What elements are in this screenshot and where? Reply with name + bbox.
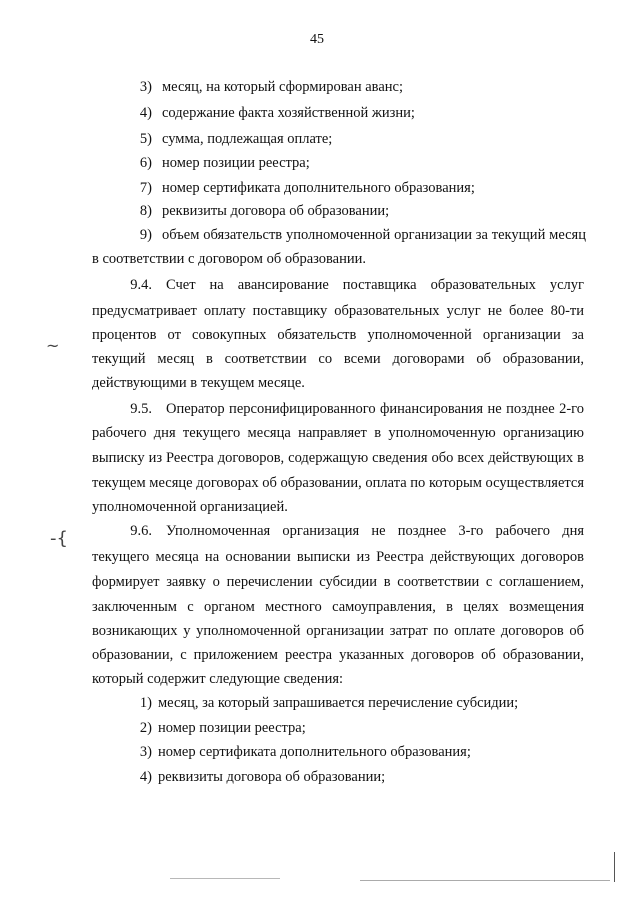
list-item-number: 3) — [139, 79, 152, 95]
paragraph-line: образовании, с приложением реестра указанных договоров об образовании, — [92, 647, 584, 663]
list-item-text: сумма, подлежащая оплате; — [162, 131, 333, 147]
list-item-number: 2) — [139, 720, 152, 736]
paragraph-first-line: Счет на авансирование поставщика образовательных услуг — [166, 277, 584, 293]
list-item-text: объем обязательств уполномоченной организации за текущий месяц — [162, 227, 586, 243]
paragraph-line: текущего месяца на основании выписки из Реестра действующих договоров — [92, 549, 584, 565]
paragraph-line: заключенным с органом местного самоуправления, в целях возмещения — [92, 599, 584, 615]
margin-mark: ~ — [46, 336, 60, 355]
paragraph-line: в соответствии с договором об образовании. — [92, 251, 367, 267]
scan-artifact-line — [360, 880, 610, 881]
list-item-text: номер позиции реестра; — [158, 720, 306, 736]
paragraph-line: текущий месяц в соответствии со всеми договорами об образовании, — [92, 351, 584, 367]
scan-artifact-mark — [614, 852, 615, 882]
list-item-text: реквизиты договора об образовании; — [162, 203, 390, 219]
list-item-text: номер сертификата дополнительного образования; — [162, 180, 475, 196]
list-item-number: 4) — [139, 769, 152, 785]
section-number: 9.5. — [130, 401, 152, 417]
paragraph-line: выписку из Реестра договоров, содержащую сведения обо всех действующих в — [92, 450, 584, 466]
list-item-number: 1) — [139, 695, 152, 711]
list-item-number: 4) — [139, 105, 152, 121]
list-item-text: месяц, за который запрашивается перечисление субсидии; — [158, 695, 519, 711]
paragraph-line: текущем месяце договорах об образовании, оплата по которым осуществляется — [92, 475, 584, 491]
paragraph-line: формирует заявку о перечислении субсидии в соответствии с соглашением, — [92, 574, 584, 590]
paragraph-line: предусматривает оплату поставщику образовательных услуг не более 80-ти — [92, 303, 584, 319]
paragraph-line: который содержит следующие сведения: — [92, 671, 344, 687]
paragraph-line: действующими в текущем месяце. — [92, 375, 305, 391]
paragraph-first-line: Оператор персонифицированного финансирования не позднее 2-го — [166, 401, 584, 417]
section-number: 9.4. — [130, 277, 152, 293]
paragraph-first-line: Уполномоченная организация не позднее 3-го рабочего дня — [166, 523, 584, 539]
page-number: 45 — [310, 32, 324, 47]
paragraph-line: процентов от совокупных обязательств уполномоченной организации за — [92, 327, 584, 343]
list-item-text: содержание факта хозяйственной жизни; — [162, 105, 415, 121]
list-item-text: номер сертификата дополнительного образования; — [158, 744, 471, 760]
list-item-text: месяц, на который сформирован аванс; — [162, 79, 403, 95]
list-item-number: 5) — [139, 131, 152, 147]
list-item-number: 7) — [139, 180, 152, 196]
paragraph-line: уполномоченной организацией. — [92, 499, 288, 515]
list-item-number: 9) — [139, 227, 152, 243]
list-item-text: номер позиции реестра; — [162, 155, 310, 171]
list-item-text: реквизиты договора об образовании; — [158, 769, 386, 785]
list-item-number: 3) — [139, 744, 152, 760]
list-item-number: 6) — [139, 155, 152, 171]
list-item-number: 8) — [139, 203, 152, 219]
scan-artifact-line — [170, 878, 280, 879]
margin-mark: -{ — [50, 528, 68, 549]
paragraph-line: рабочего дня текущего месяца направляет в уполномоченную организацию — [92, 425, 584, 441]
section-number: 9.6. — [130, 523, 152, 539]
paragraph-line: возникающих у уполномоченной организации затрат по оплате договоров об — [92, 623, 584, 639]
